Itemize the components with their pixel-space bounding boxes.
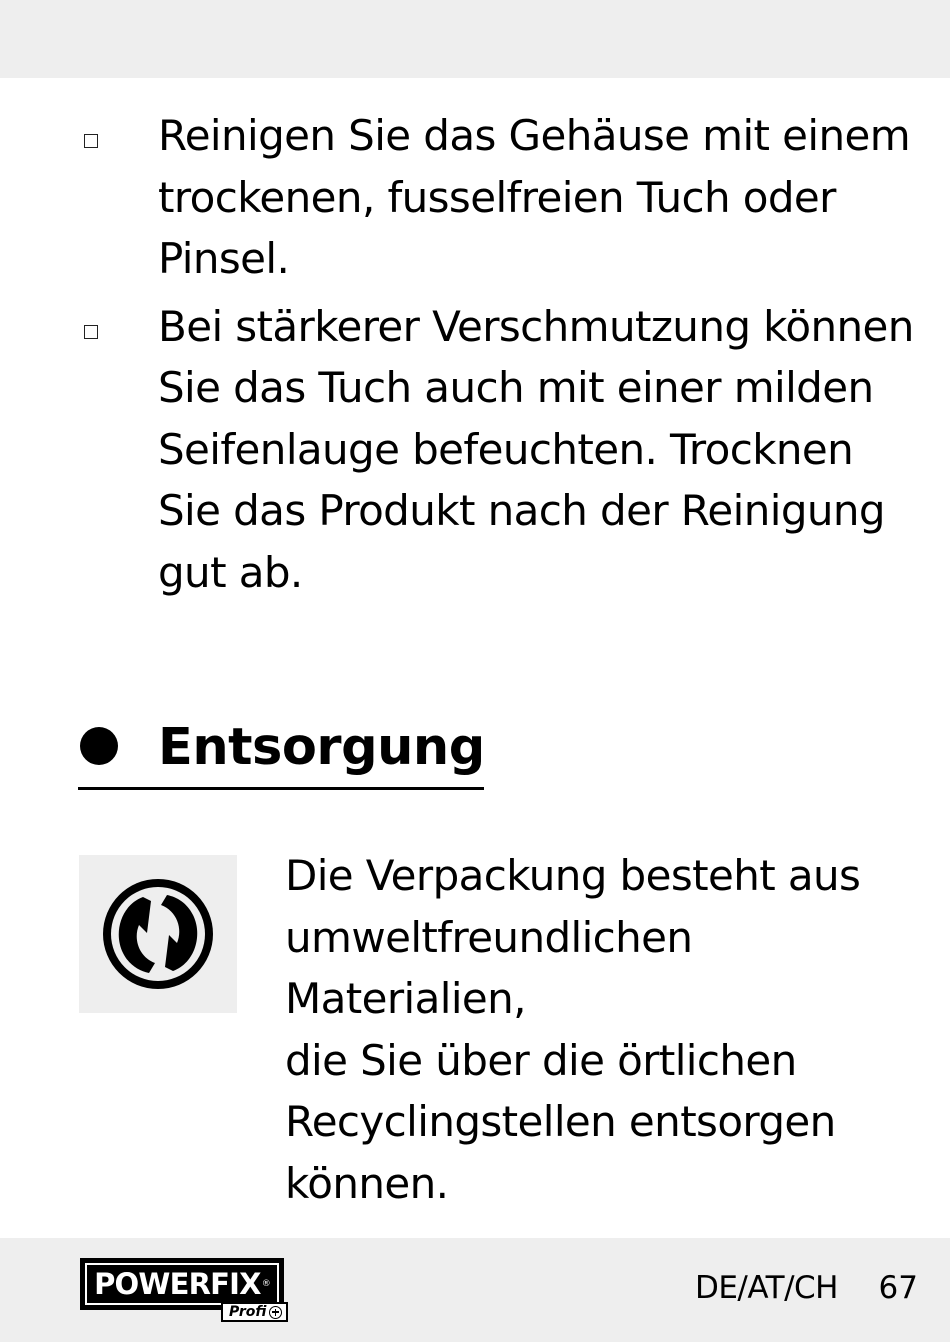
plus-circle-icon	[269, 1306, 282, 1319]
footer-band	[0, 1238, 950, 1342]
recycling-symbol	[79, 855, 237, 1013]
powerfix-logo	[80, 1258, 316, 1322]
header-band	[0, 0, 950, 78]
section-heading	[78, 712, 484, 790]
logo-brand-text: POWERFIX	[94, 1267, 261, 1301]
list-item	[0, 105, 950, 290]
list-item-text: Reinigen Sie das Gehäuse mit einem trockenen, fusselfreien Tuch oder Pinsel.	[158, 111, 911, 283]
section-title: Entsorgung	[158, 718, 485, 777]
logo-sub-text: Profi	[229, 1304, 267, 1320]
green-dot-recycling-icon	[99, 875, 217, 993]
registered-mark: ®	[261, 1279, 270, 1289]
list-item	[0, 296, 950, 604]
country-codes: DE/AT/CH	[694, 1270, 838, 1306]
logo-sub-badge	[221, 1302, 288, 1322]
filled-circle-bullet-icon	[80, 727, 118, 765]
page-number: 67	[878, 1270, 918, 1306]
disposal-paragraph: Die Verpackung besteht aus umweltfreundlichen Materialien, die Sie über die örtlichen Recyclingstellen entsorgen können.	[285, 851, 861, 1208]
checkbox-bullet-icon	[84, 134, 98, 148]
cleaning-instructions-list	[0, 105, 950, 603]
list-item-text: Bei stärkerer Verschmutzung können Sie das Tuch auch mit einer milden Seifenlauge befeuchten. Trocknen Sie das Produkt nach der Reinigung gut ab.	[158, 301, 914, 597]
checkbox-bullet-icon	[84, 325, 98, 339]
